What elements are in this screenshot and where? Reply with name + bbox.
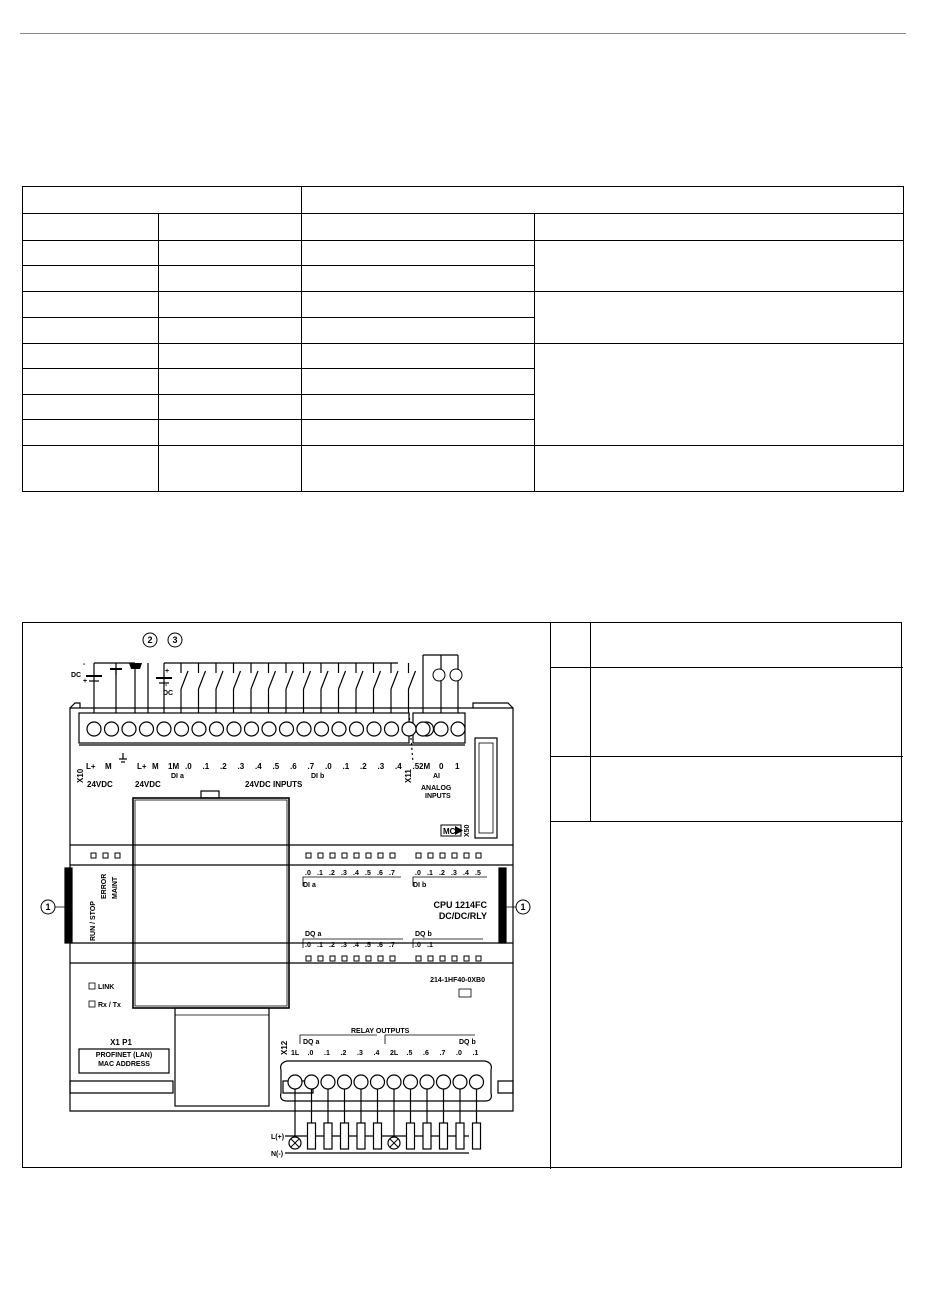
dib-led	[440, 853, 445, 858]
dia-terminal-label: .7	[307, 762, 315, 771]
specification-table	[22, 186, 904, 492]
dia-led	[378, 853, 383, 858]
relay-terminal-labels	[291, 1050, 478, 1057]
housing-corner	[70, 703, 80, 708]
terminal-screw	[385, 722, 399, 736]
relay-load-resistor	[341, 1123, 349, 1149]
relay-terminal-screw	[354, 1075, 368, 1089]
dia-terminal-label: .0	[185, 762, 192, 771]
cover-latch	[201, 791, 219, 798]
terminal-screw	[402, 722, 416, 736]
relay-dqa-terminal-label: .3	[357, 1050, 363, 1057]
table-cell	[159, 318, 302, 344]
dqa-led-group: DQ a	[305, 931, 322, 938]
table-cell	[159, 266, 302, 292]
dib-led-group: DI b	[413, 882, 427, 889]
switch-contact	[251, 671, 258, 689]
neutral-label: N(-)	[271, 1151, 284, 1158]
x50-slot	[475, 738, 497, 838]
table-cell	[302, 318, 535, 344]
terminal-screw	[332, 722, 346, 736]
table-cell	[535, 292, 904, 344]
legend-text-cell	[591, 757, 903, 822]
error-label: ERROR	[101, 873, 108, 899]
switch-contact	[234, 671, 241, 689]
x50-label: X50	[464, 824, 471, 837]
terminal-screw	[280, 722, 294, 736]
switch-contact	[391, 671, 398, 689]
relay-dqa-terminal-label: 1L	[291, 1050, 300, 1057]
table-cell	[302, 187, 904, 214]
relay-dqb-terminal-label: .7	[439, 1050, 446, 1057]
table-row	[23, 344, 904, 369]
chassis-ground-icon	[129, 663, 142, 669]
relay-load-resistor	[456, 1123, 464, 1149]
polarity-plus: +	[83, 678, 88, 685]
relay-terminal-screw	[453, 1075, 467, 1089]
x12-label: X12	[280, 1040, 289, 1055]
cpu-model: CPU 1214FC	[433, 900, 487, 910]
relay-dqb-terminal-label: .0	[456, 1050, 462, 1057]
certification-mark-icon	[459, 989, 471, 997]
terminal-screws	[87, 722, 484, 1089]
table-cell	[23, 292, 159, 318]
dqa-led	[318, 956, 323, 961]
m-out-label: M	[152, 762, 159, 771]
table-cell	[23, 241, 159, 266]
table-cell	[23, 344, 159, 369]
relay-dqb-terminal-label: .5	[406, 1050, 413, 1057]
terminal-screw	[122, 722, 136, 736]
callout-2: 2	[147, 635, 153, 645]
dia-terminal-label: .1	[202, 762, 210, 771]
dia-led	[342, 853, 347, 858]
terminal-screw	[105, 722, 119, 736]
polarity-minus: -	[83, 661, 86, 668]
dia-led-label: .0	[305, 870, 311, 877]
dia-terminal-label: .2	[220, 762, 227, 771]
table-cell	[302, 344, 535, 369]
table-cell	[159, 214, 302, 241]
table-subheader-row	[23, 214, 904, 241]
dib-led	[452, 853, 457, 858]
relay-terminal-screw	[404, 1075, 418, 1089]
dib-terminal-group: DI b	[311, 773, 325, 780]
line-label: L(+)	[271, 1134, 285, 1141]
port-label: X1 P1	[110, 1038, 132, 1047]
table-cell	[535, 344, 904, 446]
dia-terminal-label: .5	[272, 762, 280, 771]
run-stop-label: RUN / STOP	[90, 901, 97, 941]
terminal-screw	[315, 722, 329, 736]
callout-3: 3	[172, 635, 178, 645]
terminal-screw	[157, 722, 171, 736]
relay-dqb-label: DQ b	[459, 1039, 476, 1046]
dia-bracket	[303, 877, 401, 886]
dqb-led-group: DQ b	[415, 931, 432, 938]
terminal-screw	[210, 722, 224, 736]
input-common: 1M	[168, 762, 180, 771]
status-led	[115, 853, 120, 858]
table-cell	[302, 292, 535, 318]
dqa-led-label: .6	[377, 942, 383, 949]
dqa-led-label: .2	[329, 942, 335, 949]
link-led	[89, 983, 95, 989]
analog-terminal-screw	[416, 722, 430, 736]
dib-terminal-label: .5	[412, 762, 420, 771]
switch-contact	[269, 671, 276, 689]
dqb-led	[440, 956, 445, 961]
relay-terminal-screw	[470, 1075, 484, 1089]
dc-source-right: DC	[163, 690, 174, 697]
dqa-led	[366, 956, 371, 961]
table-row	[23, 292, 904, 318]
table-cell	[302, 420, 535, 446]
dqb-led	[452, 956, 457, 961]
order-number: 214-1HF40-0XB0	[430, 977, 485, 984]
relay-outputs-title: RELAY OUTPUTS	[351, 1028, 410, 1035]
terminal-screw	[140, 722, 154, 736]
dqa-led	[330, 956, 335, 961]
dqb-led-label: .0	[415, 942, 421, 949]
table-cell	[159, 241, 302, 266]
analog-terminal-screw	[451, 722, 465, 736]
table-cell	[23, 369, 159, 395]
relay-terminal-screw	[288, 1075, 302, 1089]
dc-source-left: DC	[71, 672, 82, 679]
input-terminal-labels	[185, 762, 420, 771]
page-top-rule	[20, 33, 906, 34]
switch-contact	[339, 671, 346, 689]
dia-led	[354, 853, 359, 858]
dia-led	[318, 853, 323, 858]
relay-terminal-screw	[305, 1075, 319, 1089]
legend-text-cell	[591, 623, 903, 668]
table-cell	[159, 395, 302, 420]
lplus-label: L+	[86, 762, 96, 771]
m-label: M	[105, 762, 112, 771]
dib-terminal-label: .0	[325, 762, 332, 771]
relay-load-resistor	[324, 1123, 332, 1149]
analog-terminal-label: 2M	[419, 762, 431, 771]
table-cell	[535, 446, 904, 492]
polarity-minus-input: -	[165, 682, 168, 689]
relay-dqa-terminal-label: .4	[373, 1050, 380, 1057]
terminal-screw	[262, 722, 276, 736]
dib-led	[428, 853, 433, 858]
dib-led	[476, 853, 481, 858]
table-header-row	[23, 187, 904, 214]
relay-load-resistor	[440, 1123, 448, 1149]
table-cell	[23, 318, 159, 344]
dqa-led	[306, 956, 311, 961]
terminal-screw	[350, 722, 364, 736]
terminal-screw	[245, 722, 259, 736]
wiring-diagram-frame	[22, 622, 902, 1168]
inputs-title: 24VDC INPUTS	[245, 780, 303, 789]
dqa-led-label: .0	[305, 942, 311, 949]
dib-terminal-label: .3	[377, 762, 385, 771]
bottom-clip	[70, 1081, 173, 1093]
cpu-wiring-diagram	[23, 623, 550, 1169]
relay-dqa-terminal-label: .0	[307, 1050, 314, 1057]
switch-contact	[286, 671, 293, 689]
dia-led-label: .6	[377, 870, 383, 877]
dia-led-label: .2	[329, 870, 335, 877]
terminal-screw	[87, 722, 101, 736]
switch-contact	[216, 671, 223, 689]
ethernet-port	[175, 1008, 269, 1106]
table-cell	[159, 292, 302, 318]
relay-dqb-terminal-label: .6	[423, 1050, 429, 1057]
housing-corner-right	[473, 703, 513, 708]
analog-title-1: ANALOG	[421, 785, 452, 792]
x50-slot-inner	[479, 743, 493, 833]
cpu-variant: DC/DC/RLY	[438, 911, 487, 921]
dia-led	[390, 853, 395, 858]
status-led	[103, 853, 108, 858]
dqb-led	[464, 956, 469, 961]
legend-number-cell	[551, 623, 591, 668]
table-cell	[23, 266, 159, 292]
legend-panel	[551, 623, 903, 1169]
dib-terminal-label: .1	[342, 762, 350, 771]
analog-input-circle	[450, 669, 462, 681]
supply-24vdc: 24VDC	[87, 780, 113, 789]
relay-terminal-screw	[321, 1075, 335, 1089]
dia-terminal-group: DI a	[171, 773, 184, 780]
sensor-24vdc: 24VDC	[135, 780, 161, 789]
input-switches	[181, 663, 416, 713]
relay-load-resistor	[357, 1123, 365, 1149]
dib-led-label: .3	[451, 870, 457, 877]
dib-terminal-label: .2	[360, 762, 367, 771]
terminal-screw	[227, 722, 241, 736]
profinet-label: PROFINET (LAN)	[95, 1052, 153, 1059]
relay-dqb-terminal-label: .1	[472, 1050, 479, 1057]
terminal-screw	[175, 722, 189, 736]
mc-label: MC	[443, 827, 456, 836]
table-cell	[23, 395, 159, 420]
dqa-led	[378, 956, 383, 961]
table-cell	[23, 420, 159, 446]
dib-terminal-label: .4	[395, 762, 402, 771]
relay-dqa-terminal-label: .2	[340, 1050, 347, 1057]
switch-contact	[321, 671, 328, 689]
rxtx-label: Rx / Tx	[98, 1002, 121, 1009]
table-cell	[535, 214, 904, 241]
analog-terminal-label: 1	[455, 762, 460, 771]
ground-symbol	[110, 669, 127, 762]
dib-led-label: .4	[463, 870, 469, 877]
relay-terminal-screw	[437, 1075, 451, 1089]
dqb-led-label: .1	[427, 942, 433, 949]
callout-1-right: 1	[520, 902, 526, 912]
terminal-screw	[297, 722, 311, 736]
table-cell	[159, 369, 302, 395]
table-row	[23, 446, 904, 492]
dia-led-label: .4	[353, 870, 359, 877]
relay-load-resistor	[308, 1123, 316, 1149]
table-cell	[302, 395, 535, 420]
bottom-clip	[498, 1081, 513, 1093]
status-leds	[91, 853, 481, 961]
table-cell	[302, 214, 535, 241]
switch-contact	[374, 671, 381, 689]
table-cell	[302, 369, 535, 395]
dib-led	[416, 853, 421, 858]
relay-terminal-screw	[420, 1075, 434, 1089]
dia-led-group: DI a	[303, 882, 316, 889]
table-cell	[23, 214, 159, 241]
dqa-led-label: .1	[317, 942, 323, 949]
dib-led-label: .2	[439, 870, 445, 877]
mac-address-label: MAC ADDRESS	[98, 1061, 150, 1068]
relay-terminal-screw	[371, 1075, 385, 1089]
dia-led	[306, 853, 311, 858]
dqa-led	[390, 956, 395, 961]
relay-load-resistor	[423, 1123, 431, 1149]
ai-label: AI	[433, 773, 440, 780]
analog-input-circle	[433, 669, 445, 681]
terminal-screw	[367, 722, 381, 736]
analog-terminal-labels	[419, 762, 460, 771]
switch-contact	[304, 671, 311, 689]
dqb-led	[476, 956, 481, 961]
maint-label: MAINT	[112, 876, 119, 899]
dqb-led	[416, 956, 421, 961]
callout-1-left: 1	[45, 902, 51, 912]
legend-number-cell	[551, 668, 591, 757]
dqa-led	[354, 956, 359, 961]
dqa-led-label: .3	[341, 942, 347, 949]
dia-led-label: .1	[317, 870, 323, 877]
dia-terminal-label: .3	[237, 762, 245, 771]
dia-led-label: .3	[341, 870, 347, 877]
relay-dqa-label: DQ a	[303, 1039, 320, 1046]
legend-text-cell	[591, 668, 903, 757]
relay-terminal-screw	[338, 1075, 352, 1089]
dia-terminal-label: .6	[290, 762, 297, 771]
dqa-led-label: .4	[353, 942, 359, 949]
legend-number-cell	[551, 757, 591, 822]
x10-label: X10	[76, 768, 85, 783]
analog-terminal-label: 0	[439, 762, 444, 771]
switch-contact	[199, 671, 206, 689]
table-cell	[159, 420, 302, 446]
table-row	[23, 241, 904, 266]
table-cell	[159, 344, 302, 369]
dqa-led-label: .5	[365, 942, 371, 949]
dib-led-label: .0	[415, 870, 421, 877]
switch-contact	[356, 671, 363, 689]
left-mounting-tab	[65, 868, 72, 943]
right-mounting-tab	[499, 868, 506, 943]
relay-load-resistor	[473, 1123, 481, 1149]
status-led	[91, 853, 96, 858]
relay-dqb-terminal-label: 2L	[390, 1050, 399, 1057]
table-cell	[159, 446, 302, 492]
dia-terminal-label: .4	[255, 762, 262, 771]
switch-contact	[409, 671, 416, 689]
table-cell	[302, 446, 535, 492]
relay-load-resistor	[407, 1123, 415, 1149]
relay-dqa-terminal-label: .1	[324, 1050, 330, 1057]
dia-led-label: .5	[365, 870, 371, 877]
dib-led	[464, 853, 469, 858]
dib-led-label: .1	[427, 870, 433, 877]
polarity-plus-input: +	[165, 668, 170, 675]
table-cell	[302, 241, 535, 266]
analog-title-2: INPUTS	[425, 793, 451, 800]
x11-label: X11	[404, 769, 413, 783]
switch-contact	[181, 671, 188, 689]
dia-led	[366, 853, 371, 858]
lplus-out-label: L+	[137, 762, 147, 771]
relay-terminal-screw	[387, 1075, 401, 1089]
dia-led	[330, 853, 335, 858]
rxtx-led	[89, 1001, 95, 1007]
memory-card-cover	[133, 798, 289, 1008]
dqa-led-label: .7	[389, 942, 395, 949]
dib-led-label: .5	[475, 870, 481, 877]
table-cell	[302, 266, 535, 292]
table-cell	[535, 241, 904, 292]
relay-load-resistor	[374, 1123, 382, 1149]
memory-card-cover-inner	[135, 800, 287, 1006]
link-label: LINK	[98, 984, 115, 991]
dqb-led	[428, 956, 433, 961]
table-cell	[23, 446, 159, 492]
terminal-screw	[192, 722, 206, 736]
dqa-led	[342, 956, 347, 961]
analog-terminal-screw	[434, 722, 448, 736]
table-cell	[23, 187, 302, 214]
relay-loads	[289, 1089, 481, 1149]
dia-led-label: .7	[389, 870, 395, 877]
